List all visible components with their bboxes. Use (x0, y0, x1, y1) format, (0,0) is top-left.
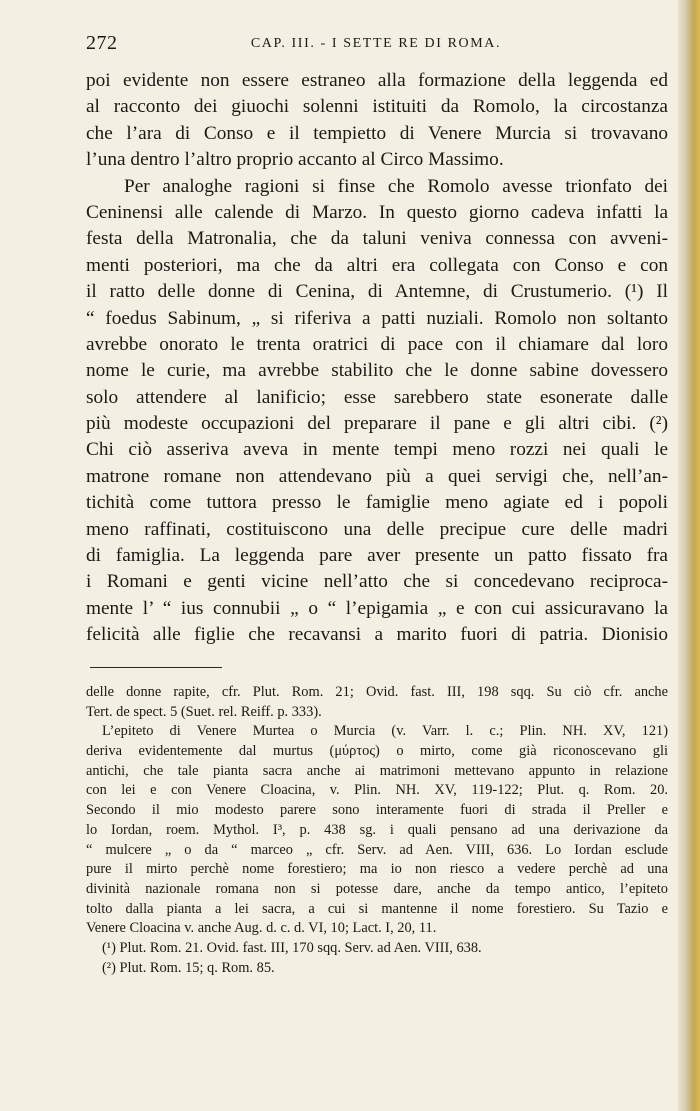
text-line: il ratto delle donne di Cenina, di Antemne, di Crustumerio. (¹) Il (86, 281, 668, 303)
text-line: più modeste occupazioni del preparare il pane e gli altri cibi. (²) (86, 413, 668, 435)
footnote-line: tolto dalla pianta a lei sacra, a cui si mantenne il nome forestiero. Su Tazio e (86, 900, 668, 917)
footnotes (86, 683, 668, 978)
footnote-line: “ mulcere „ o da “ marceo „ cfr. Serv. ad Aen. VIII, 636. Lo Iordan esclude (86, 841, 668, 858)
footnote-line: L’epiteto di Venere Murtea o Murcia (v. Varr. l. c.; Plin. NH. XV, 121) (102, 723, 668, 740)
page-number: 272 (86, 32, 118, 54)
text-line: matrone romane non attendevano più a quei servigi che, nell’an- (86, 465, 668, 487)
page-edge (678, 0, 700, 1111)
footnote-line: deriva evidentemente dal murtus (μύρτος) o mirto, come già riconoscevano gli (86, 743, 668, 760)
footnote-line: Secondo il mio modesto parere sono interamente fuori di strada il Preller e (86, 802, 668, 819)
text-line: felicità alle figlie che recavansi a marito fuori di patria. Dionisio (86, 624, 668, 646)
text-line: festa della Matronalia, che da taluni veniva connessa con avveni- (86, 228, 668, 250)
footnote-line: Venere Cloacina v. anche Aug. d. c. d. VI, 10; Lact. I, 20, 11. (86, 920, 437, 937)
text-line: menti posteriori, ma che da altri era collegata con Conso e con (86, 254, 668, 276)
running-head-title: CAP. III. - I SETTE RE DI ROMA. (250, 36, 502, 51)
text-line: tichità come tuttora presso le famiglie meno agiate ed i popoli (86, 492, 668, 514)
footnote-line: antichi, che tale pianta sacra anche ai matrimoni mettevano appunto in relazione (86, 762, 668, 779)
text-line: Chi ciò asseriva aveva in mente tempi meno rozzi nei quali le (86, 439, 668, 461)
text-line: al racconto dei giuochi solenni istituiti da Romolo, la circostanza (86, 96, 668, 118)
text-line: Ceninensi alle calende di Marzo. In questo giorno cadeva infatti la (86, 201, 668, 223)
text-line: “ foedus Sabinum, „ si riferiva a patti nuziali. Romolo non soltanto (86, 307, 668, 329)
text-line: solo attendere al lanificio; esse sarebbero state esonerate dalle (86, 386, 668, 408)
text-line: l’una dentro l’altro proprio accanto al Circo Massimo. (86, 149, 504, 171)
text-line: Per analoghe ragioni si finse che Romolo avesse trionfato dei (124, 175, 668, 197)
text-line: poi evidente non essere estraneo alla formazione della leggenda ed (86, 70, 668, 91)
text-line: che l’ara di Conso e il tempietto di Venere Murcia si trovavano (86, 122, 668, 144)
footnote-line: pure il mirto perchè nome forestiero; ma io non riesco a vedere perchè ad una (86, 861, 668, 878)
footnote-2: (²) Plut. Rom. 15; q. Rom. 85. (102, 959, 275, 976)
footnote-line: lo Iordan, roem. Mythol. I³, p. 438 sg. i quali pensano ad una derivazione da (86, 821, 668, 838)
footnote-line: Tert. de spect. 5 (Suet. rel. Reiff. p. 333). (86, 703, 322, 720)
footnote-line: con lei e con Venere Cloacina, v. Plin. NH. XV, 119-122; Plut. q. Rom. 20. (86, 782, 668, 799)
footnote-1: (¹) Plut. Rom. 21. Ovid. fast. III, 170 sqq. Serv. ad Aen. VIII, 638. (102, 939, 482, 956)
footnote-line: divinità nazionale romana non si potesse dare, anche da tempo antico, l’epiteto (86, 880, 668, 897)
text-line: i Romani e genti vicine nell’atto che si concedevano reciproca- (86, 571, 668, 593)
text-line: di famiglia. La leggenda pare aver presente un patto fissato fra (86, 545, 668, 567)
text-line: avrebbe onorato le trenta oratrici di pace con il chiamare dal loro (86, 333, 668, 355)
text-line: mente l’ “ ius connubii „ o “ l’epigamia „ e con cui assicuravano la (86, 597, 668, 619)
text-line: meno raffinati, costituiscono una delle precipue cure delle madri (86, 518, 668, 540)
text-line: nome le curie, ma avrebbe stabilito che le donne sabine dovessero (86, 360, 668, 382)
footnote-separator (90, 667, 222, 668)
footnote-line: delle donne rapite, cfr. Plut. Rom. 21; Ovid. fast. III, 198 sqq. Su ciò cfr. anche (86, 684, 668, 700)
running-header (86, 30, 666, 60)
main-text (86, 68, 668, 649)
